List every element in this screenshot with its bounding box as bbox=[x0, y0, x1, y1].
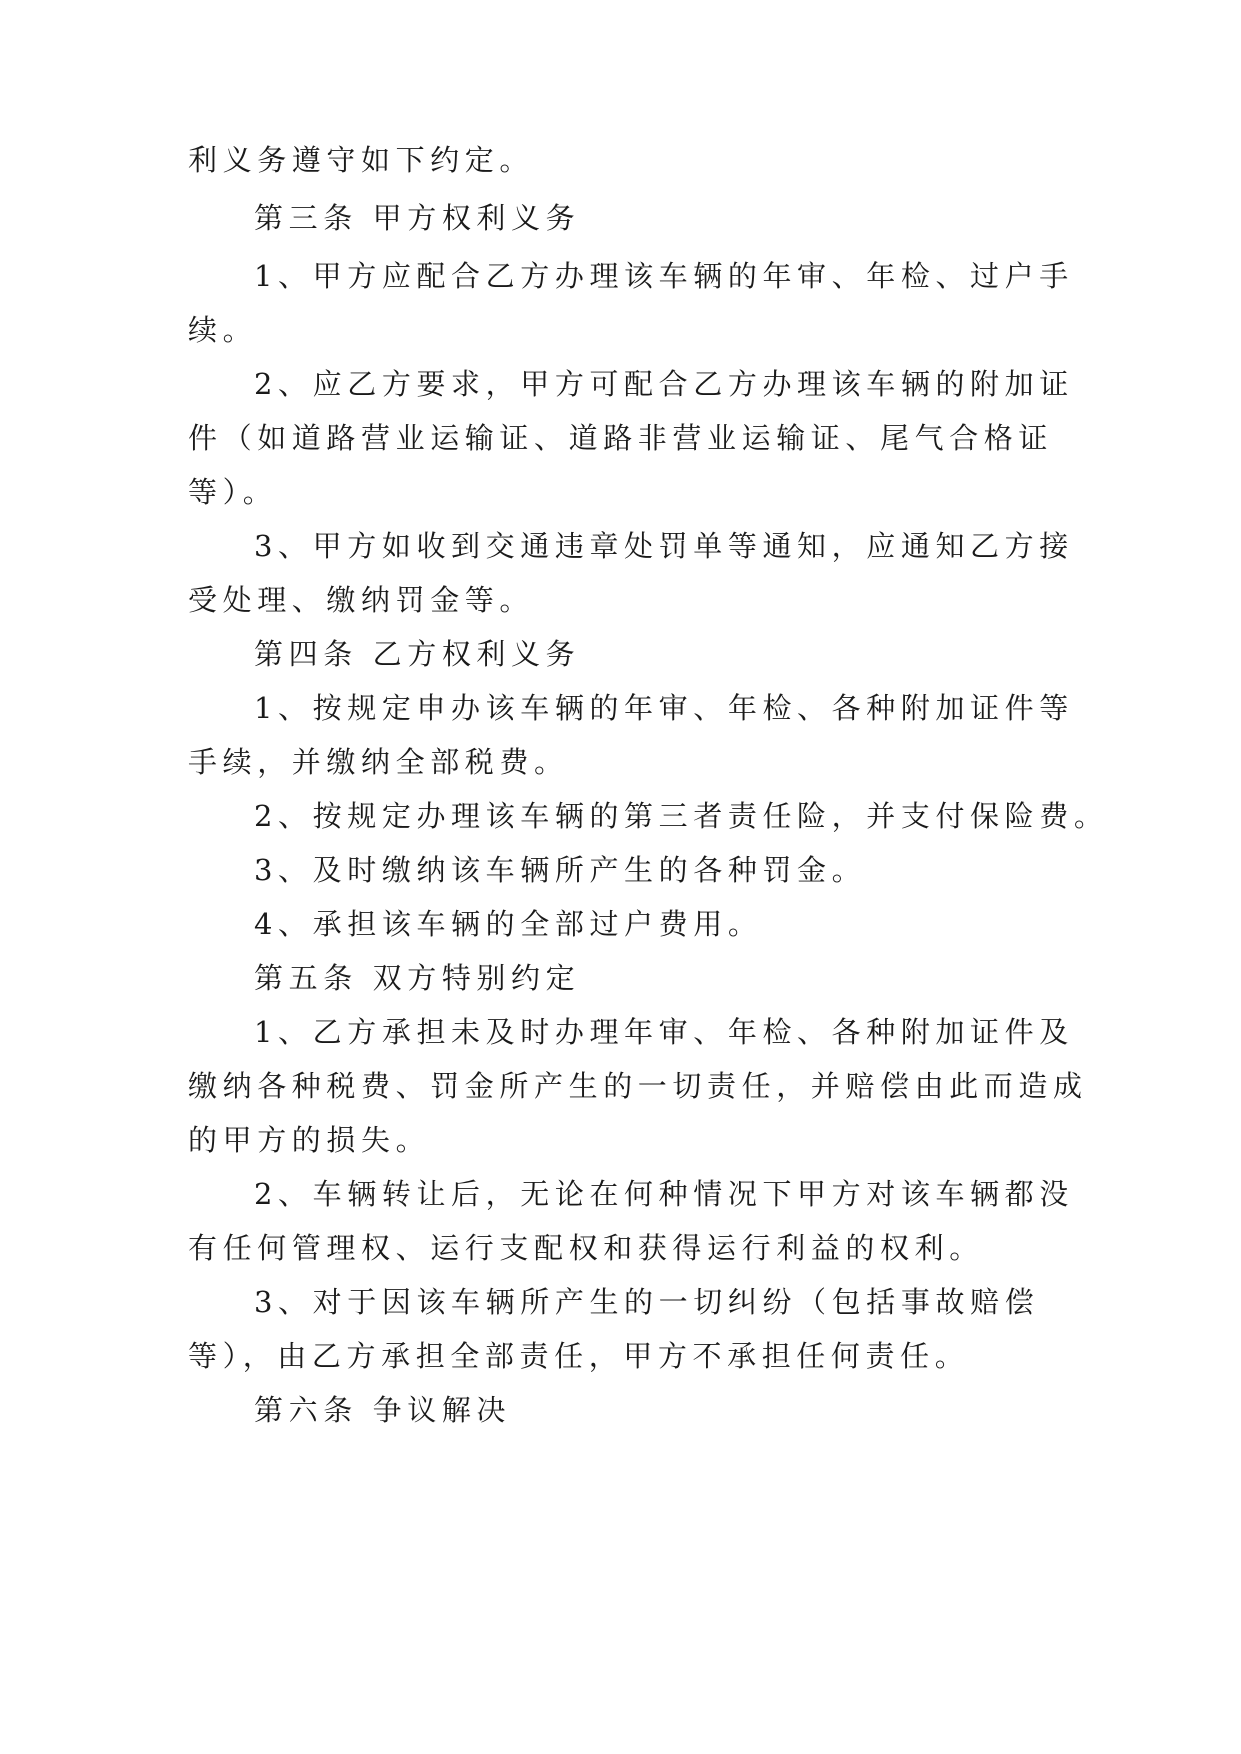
article-heading: 第四条 乙方权利义务 bbox=[254, 637, 581, 671]
article-heading: 第三条 甲方权利义务 bbox=[254, 201, 581, 235]
paragraph-line: 2、应乙方要求，甲方可配合乙方办理该车辆的附加证 bbox=[254, 367, 1074, 401]
paragraph-line: 续。 bbox=[188, 313, 258, 347]
paragraph-line: 手续，并缴纳全部税费。 bbox=[188, 745, 569, 779]
paragraph-line: 有任何管理权、运行支配权和获得运行利益的权利。 bbox=[188, 1231, 984, 1265]
paragraph-line: 3、及时缴纳该车辆所产生的各种罚金。 bbox=[254, 853, 867, 887]
paragraph-line: 1、甲方应配合乙方办理该车辆的年审、年检、过户手 bbox=[254, 259, 1074, 293]
paragraph-line: 1、乙方承担未及时办理年审、年检、各种附加证件及 bbox=[254, 1015, 1074, 1049]
paragraph-line: 3、甲方如收到交通违章处罚单等通知，应通知乙方接 bbox=[254, 529, 1074, 563]
paragraph-line: 2、按规定办理该车辆的第三者责任险，并支付保险费。 bbox=[254, 799, 1109, 833]
paragraph-line: 3、对于因该车辆所产生的一切纠纷（包括事故赔偿 bbox=[254, 1285, 1040, 1319]
article-heading: 第六条 争议解决 bbox=[254, 1393, 512, 1427]
paragraph-line: 等）。 bbox=[188, 475, 278, 509]
paragraph-line: 1、按规定申办该车辆的年审、年检、各种附加证件等 bbox=[254, 691, 1074, 725]
paragraph-line: 受处理、缴纳罚金等。 bbox=[188, 583, 535, 617]
paragraph-line: 4、承担该车辆的全部过户费用。 bbox=[254, 907, 763, 941]
paragraph-line: 缴纳各种税费、罚金所产生的一切责任，并赔偿由此而造成 bbox=[188, 1069, 1088, 1103]
paragraph-line: 2、车辆转让后，无论在何种情况下甲方对该车辆都没 bbox=[254, 1177, 1074, 1211]
article-heading: 第五条 双方特别约定 bbox=[254, 961, 581, 995]
paragraph-line: 的甲方的损失。 bbox=[188, 1123, 431, 1157]
paragraph-line: 等），由乙方承担全部责任，甲方不承担任何责任。 bbox=[188, 1339, 970, 1373]
paragraph-line: 利义务遵守如下约定。 bbox=[188, 143, 535, 177]
paragraph-line: 件（如道路营业运输证、道路非营业运输证、尾气合格证 bbox=[188, 421, 1054, 455]
